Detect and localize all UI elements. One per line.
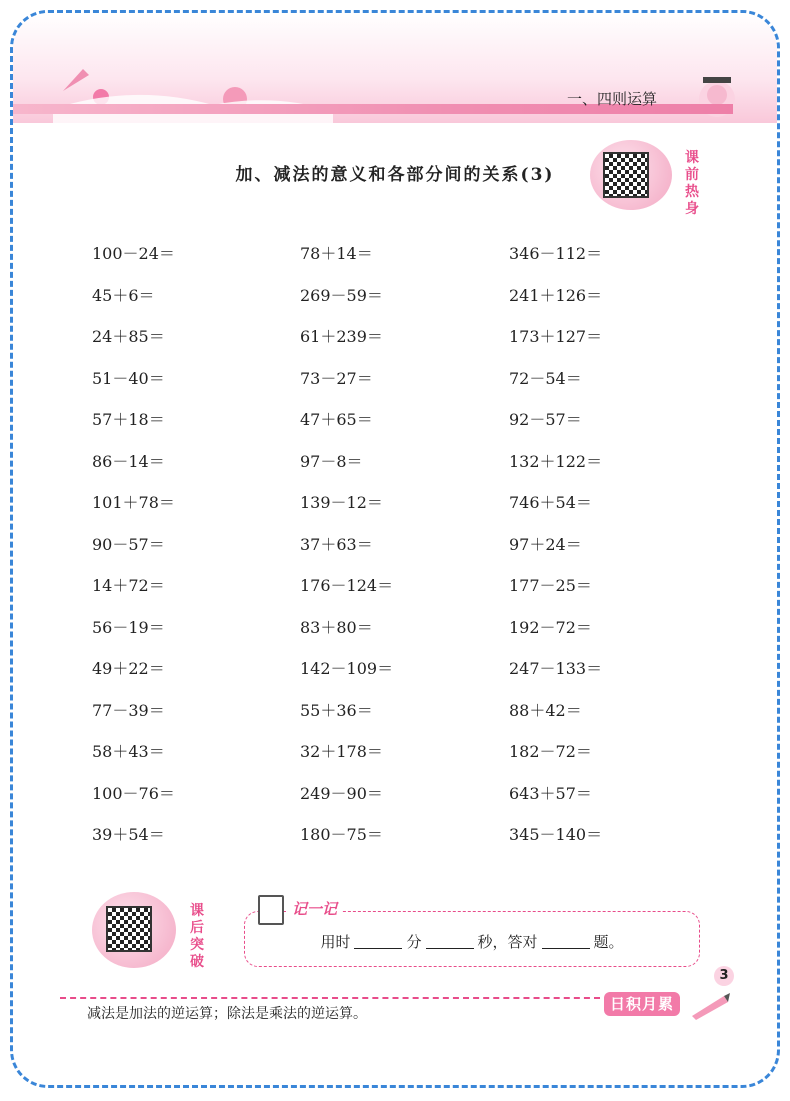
problem-item: 173＋127＝ <box>509 327 603 346</box>
problem-item: 58＋43＝ <box>92 742 165 761</box>
footer-divider <box>60 997 600 999</box>
qr-code-icon[interactable] <box>603 152 649 198</box>
problem-item: 83＋80＝ <box>300 617 373 637</box>
problem-item: 176－124＝ <box>300 576 394 595</box>
note-title: 记一记 <box>288 898 341 919</box>
problem-item: 78＋14＝ <box>300 244 373 263</box>
problem-item: 86－14＝ <box>92 451 165 471</box>
problem-item: 92－57＝ <box>509 410 582 429</box>
problem-item: 49＋22＝ <box>92 659 165 678</box>
problem-item: 88＋42＝ <box>509 700 582 720</box>
problem-item: 39＋54＝ <box>92 825 165 844</box>
problem-item: 101＋78＝ <box>92 493 175 512</box>
problem-item: 142－109＝ <box>300 659 394 678</box>
problem-item: 746＋54＝ <box>509 493 592 512</box>
page-number: 3 <box>714 966 734 986</box>
brand-label: 日积月累 <box>604 992 680 1016</box>
problem-item: 177－25＝ <box>509 576 592 595</box>
problem-item: 90－57＝ <box>92 534 165 554</box>
problem-item: 180－75＝ <box>300 825 383 844</box>
problem-item: 56－19＝ <box>92 617 165 637</box>
problem-item: 14＋72＝ <box>92 576 165 595</box>
problem-item: 346－112＝ <box>509 244 603 263</box>
note-text <box>0 931 790 952</box>
warmup-label: 课前热身 <box>685 150 699 217</box>
count-label: 题。 <box>593 933 624 951</box>
practice-label: 课后突破 <box>190 903 204 970</box>
problem-item: 100－24＝ <box>92 244 175 263</box>
problem-item: 24＋85＝ <box>92 327 165 346</box>
problem-item: 192－72＝ <box>509 617 592 637</box>
problem-item: 269－59＝ <box>300 285 383 305</box>
seconds-blank[interactable] <box>426 948 474 949</box>
problem-item: 77－39＝ <box>92 700 165 720</box>
problem-item: 247－133＝ <box>509 659 603 678</box>
minutes-blank[interactable] <box>354 948 402 949</box>
correct-count-blank[interactable] <box>542 948 590 949</box>
problem-item: 182－72＝ <box>509 742 592 761</box>
problem-item: 37＋63＝ <box>300 534 373 554</box>
problem-item: 643＋57＝ <box>509 783 592 803</box>
time-label: 用时 <box>320 933 351 951</box>
problem-item: 73－27＝ <box>300 368 373 388</box>
problem-item: 241＋126＝ <box>509 285 603 305</box>
problem-item: 100－76＝ <box>92 783 175 803</box>
problem-item: 32＋178＝ <box>300 742 383 761</box>
problem-item: 72－54＝ <box>509 368 582 388</box>
section-label: 一、四则运算 <box>567 90 658 108</box>
pencil-icon <box>688 990 732 1022</box>
problem-item: 139－12＝ <box>300 493 383 512</box>
problem-item: 97＋24＝ <box>509 534 582 554</box>
problem-item: 57＋18＝ <box>92 410 165 429</box>
problem-item: 45＋6＝ <box>92 285 155 305</box>
page-title: 加、减法的意义和各部分间的关系(3) <box>235 165 555 185</box>
footer-tip: 减法是加法的逆运算；除法是乘法的逆运算。 <box>87 1006 367 1022</box>
problem-item: 97－8＝ <box>300 451 363 471</box>
problem-item: 47＋65＝ <box>300 410 373 429</box>
notepad-icon <box>258 895 284 925</box>
problem-item: 249－90＝ <box>300 783 383 803</box>
problem-item: 345－140＝ <box>509 825 603 844</box>
problem-item: 51－40＝ <box>92 368 165 388</box>
problem-item: 132＋122＝ <box>509 451 603 471</box>
problem-item: 61＋239＝ <box>300 327 383 346</box>
second-label: 秒，答对 <box>477 933 538 951</box>
problem-item: 55＋36＝ <box>300 700 373 720</box>
minute-label: 分 <box>406 933 422 951</box>
